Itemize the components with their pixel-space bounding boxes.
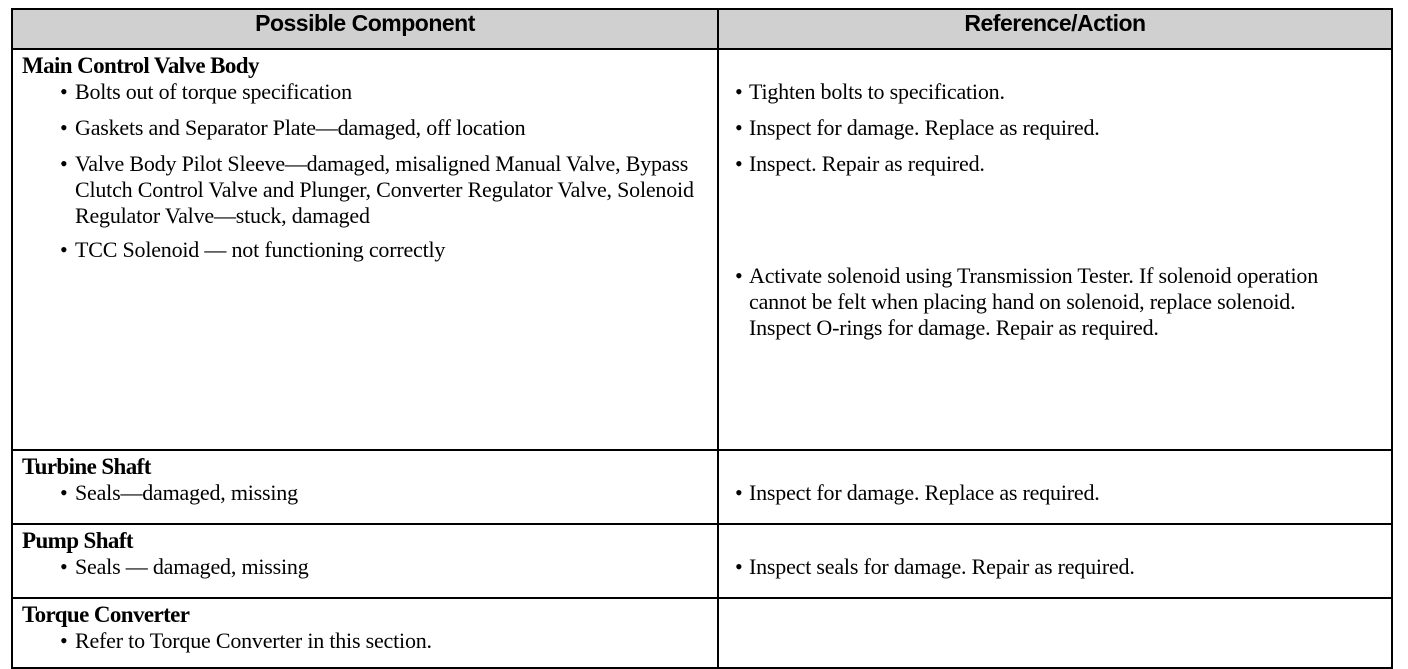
component-cell (12, 450, 718, 524)
component-item (13, 237, 717, 263)
bullet-icon: • (735, 79, 743, 104)
bullet-icon: • (735, 480, 743, 505)
spacer (719, 50, 1391, 79)
component-cell (12, 598, 718, 668)
bullet-icon: • (735, 115, 743, 140)
bullet-icon: • (60, 554, 68, 579)
action-cell (718, 450, 1392, 524)
component-item (13, 628, 717, 654)
bullet-icon: • (60, 151, 68, 176)
action-text: Activate solenoid using Transmission Tester. If solenoid operation cannot be felt when placing hand on solenoid, replace solenoid. Inspect O-rings for damage. Repair as required. (749, 263, 1319, 340)
component-item (13, 79, 717, 105)
bullet-icon: • (735, 263, 743, 288)
section-row-pump-shaft (12, 524, 1392, 598)
spacer (719, 525, 1391, 554)
action-text: Inspect seals for damage. Repair as required. (749, 554, 1135, 579)
section-title: Main Control Valve Body (22, 53, 259, 78)
action-cell-empty (718, 598, 1392, 668)
action-text: Inspect for damage. Replace as required. (749, 480, 1100, 505)
component-text: Seals — damaged, missing (75, 554, 309, 579)
bullet-icon: • (60, 628, 68, 653)
component-item (13, 480, 717, 506)
component-text: TCC Solenoid — not functioning correctly (75, 237, 446, 262)
action-item (719, 151, 1391, 177)
action-item (719, 554, 1391, 580)
bullet-icon: • (60, 115, 68, 140)
component-text: Refer to Torque Converter in this section. (75, 628, 432, 653)
action-item (719, 79, 1391, 105)
action-item (719, 480, 1391, 506)
action-item (719, 263, 1391, 341)
bullet-icon: • (60, 79, 68, 104)
component-cell (12, 49, 718, 450)
action-text: Inspect. Repair as required. (749, 151, 985, 176)
diagnosis-table (11, 8, 1393, 669)
section-row-turbine-shaft (12, 450, 1392, 524)
component-item (13, 115, 717, 141)
component-cell (12, 524, 718, 598)
action-cell (718, 49, 1392, 450)
action-text: Inspect for damage. Replace as required. (749, 115, 1100, 140)
action-text: Tighten bolts to specification. (749, 79, 1005, 104)
spacer (719, 451, 1391, 480)
component-text: Bolts out of torque specification (75, 79, 352, 104)
section-row-main-control-valve-body (12, 49, 1392, 450)
header-possible-component: Possible Component (12, 9, 718, 49)
action-item (719, 115, 1391, 141)
section-row-torque-converter (12, 598, 1392, 668)
action-cell (718, 524, 1392, 598)
component-text: Seals—damaged, missing (75, 480, 298, 505)
component-text: Valve Body Pilot Sleeve—damaged, misaligned Manual Valve, Bypass Clutch Control Valve and Plunger, Converter Regulator Valve, Solenoid Regulator Valve—stuck, damaged (75, 151, 694, 228)
bullet-icon: • (735, 151, 743, 176)
component-item (13, 554, 717, 580)
bullet-icon: • (60, 480, 68, 505)
bullet-icon: • (735, 554, 743, 579)
header-row (12, 9, 1392, 49)
bullet-icon: • (60, 237, 68, 262)
section-title: Pump Shaft (22, 528, 133, 553)
component-item (13, 151, 717, 229)
component-text: Gaskets and Separator Plate—damaged, off location (75, 115, 526, 140)
header-reference-action: Reference/Action (718, 9, 1392, 49)
section-title: Turbine Shaft (22, 454, 151, 479)
section-title: Torque Converter (22, 602, 190, 627)
